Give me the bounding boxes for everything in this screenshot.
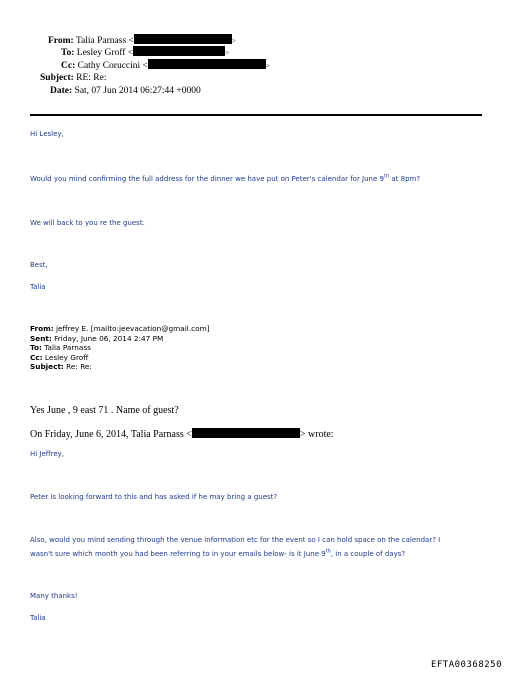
forwarded-sent-label: Sent:: [30, 333, 52, 343]
quoted-thanks: Many thanks!: [30, 592, 78, 600]
reply-line2: We will back to you re the guest.: [30, 219, 145, 227]
forwarded-cc-row: [30, 353, 210, 363]
reply-greeting: Hi Lesley,: [30, 130, 64, 138]
reply-line1-tail: at 8pm?: [389, 175, 421, 183]
header-date-label: Date:: [50, 86, 73, 96]
header-subject-label: Subject:: [40, 73, 74, 83]
header-to-label: To:: [61, 48, 75, 58]
forwarded-cc-value: Lesley Groff: [42, 352, 89, 362]
jeffrey-reply: Yes June , 9 east 71 . Name of guest?: [30, 405, 179, 416]
redaction-bar: [133, 46, 225, 56]
forwarded-to-label: To:: [30, 343, 42, 352]
header-to-close: >: [225, 49, 230, 57]
forwarded-subject-value: Re: Re:: [63, 362, 92, 371]
header-from-name: Talia Parnass <: [75, 36, 134, 46]
header-cc-label: Cc:: [61, 61, 76, 71]
header-to-row: [61, 46, 229, 59]
forwarded-cc-label: Cc:: [30, 352, 43, 362]
quoted-intro: [30, 428, 334, 440]
forwarded-subject-label: Subject:: [30, 362, 64, 371]
header-from-label: From:: [48, 36, 74, 46]
quoted-line3-text: wasn't sure which month you had been referring to in your emails below- is it June 9: [30, 550, 326, 558]
forwarded-to-value: Talia Parnass: [41, 343, 91, 352]
forwarded-header: [30, 324, 210, 372]
forwarded-from-label: From:: [30, 324, 54, 333]
document-id: EFTA00368250: [430, 660, 502, 670]
quoted-signature: Talia: [30, 614, 46, 622]
reply-signature: Talia: [30, 283, 46, 291]
quoted-intro-tail: > wrote:: [299, 429, 334, 440]
header-date: Sat, 07 Jun 2014 06:27:44 +0000: [74, 86, 201, 96]
header-cc-row: [61, 59, 270, 72]
redaction-bar: [134, 34, 232, 44]
forwarded-sent-row: [30, 334, 210, 344]
quoted-line3: [30, 549, 405, 559]
forwarded-subject-row: [30, 362, 210, 372]
quoted-greeting: Hi Jeffrey,: [30, 450, 65, 458]
redaction-bar: [192, 428, 300, 438]
header-from-close: >: [231, 37, 236, 45]
header-cc-close: >: [265, 62, 270, 70]
header-subject-row: [40, 72, 107, 84]
quoted-line2: Also, would you mind sending through the venue information etc for the event so I can hold space on the calendar? I: [30, 536, 441, 544]
redaction-bar: [148, 59, 266, 69]
reply-closing: Best,: [30, 261, 48, 269]
quoted-intro-text: On Friday, June 6, 2014, Talia Parnass <: [30, 429, 192, 440]
forwarded-to-row: [30, 343, 210, 353]
header-subject: RE: Re:: [76, 73, 107, 83]
reply-line1-sup: th: [383, 173, 390, 180]
reply-line1: [30, 174, 420, 184]
forwarded-sent-value: Friday, June 06, 2014 2:47 PM: [51, 333, 164, 343]
header-divider: [30, 114, 482, 116]
quoted-line3-tail: , in a couple of days?: [330, 550, 406, 558]
forwarded-from-row: [30, 324, 210, 334]
header-to-name: Lesley Groff <: [76, 48, 134, 58]
forwarded-from-value: jeffrey E. [mailto:jeevacation@gmail.com]: [53, 324, 210, 333]
quoted-line3-sup: th: [325, 548, 331, 555]
reply-line1-text: Would you mind confirming the full address for the dinner we have put on Peter's calendar for June 9: [30, 175, 384, 183]
header-cc-name: Cathy Coruccini <: [77, 61, 148, 71]
header-date-row: [50, 85, 201, 97]
quoted-line1: Peter is looking forward to this and has asked if he may bring a guest?: [30, 493, 278, 501]
